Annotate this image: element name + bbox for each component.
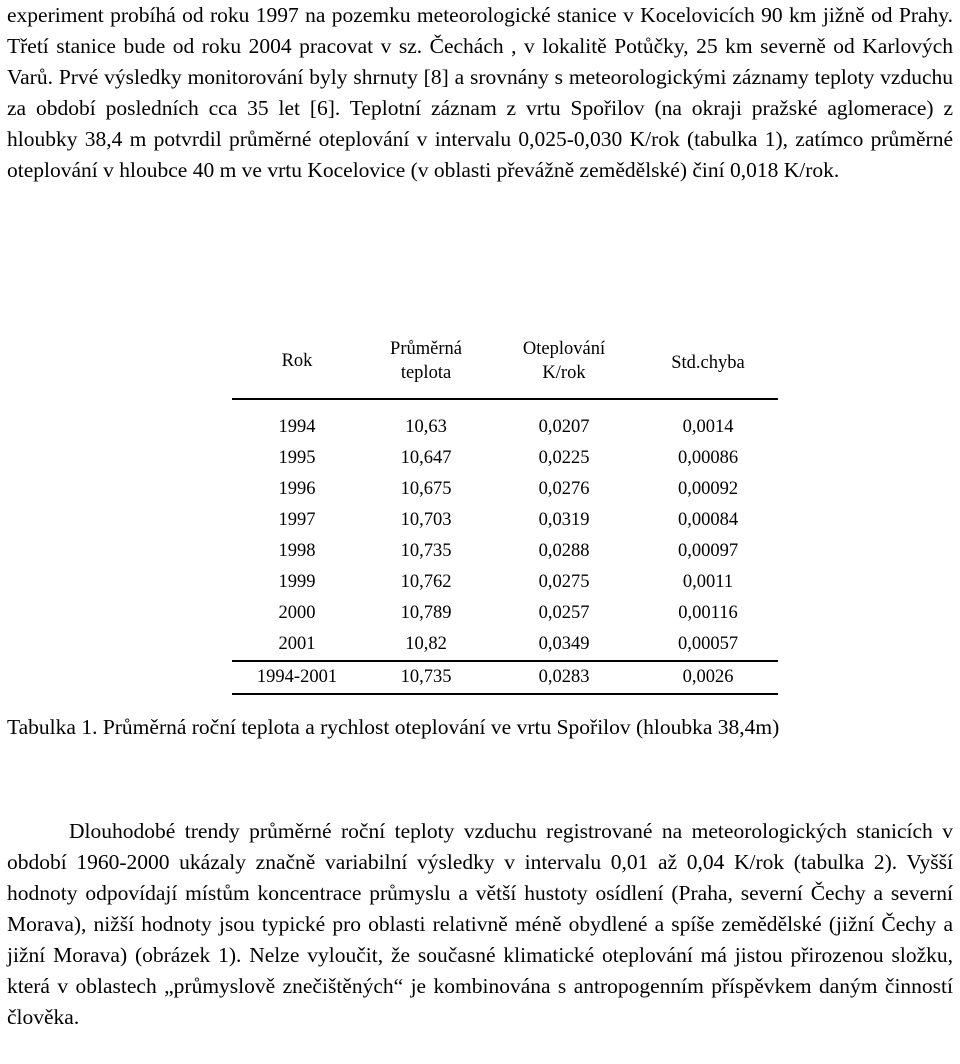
temperature-table	[232, 324, 778, 695]
cell-oteplovani: 0,0349	[538, 634, 590, 654]
cell-std: 0,00092	[677, 479, 739, 499]
cell-std: 0,0014	[682, 417, 734, 437]
cell-teplota: 10,82	[405, 634, 447, 654]
table-header-row	[232, 324, 778, 399]
cell-std: 0,00116	[678, 603, 738, 623]
table-row	[232, 536, 778, 567]
cell-teplota: 10,703	[400, 510, 452, 530]
cell-oteplovani: 0,0288	[538, 541, 590, 561]
cell-std: 0,00057	[677, 634, 739, 654]
cell-teplota: 10,735	[362, 661, 490, 694]
table-row	[232, 399, 778, 443]
cell-teplota: 10,675	[400, 479, 452, 499]
cell-teplota: 10,789	[400, 603, 452, 623]
cell-rok: 2001	[278, 634, 316, 654]
header-rok: Rok	[232, 324, 362, 399]
table-summary-row	[232, 661, 778, 694]
cell-rok: 1999	[278, 572, 316, 592]
table-row	[232, 567, 778, 598]
table-row	[232, 598, 778, 629]
bottom-paragraph: Dlouhodobé trendy průměrné roční teploty vzduchu registrované na meteorologických stanicích v období 1960-2000 ukázaly značně variabilní výsledky v intervalu 0,01 až 0,04 K/rok (tabulka 2). Vyšší hodnoty odpovídají místům koncentrace průmyslu a větší hustoty osídlení (Praha, severní Čechy a severní Morava), nižší hodnoty jsou typické pro oblasti relativně méně obydlené a spíše zemědělské (jižní Čechy a jižní Morava) (obrázek 1). Nelze vyloučit, že současné klimatické oteplování má jistou přirozenou složku, která v oblastech „průmyslově znečištěných“ je kombinována s antropogenním příspěvkem daným činností člověka.	[7, 819, 953, 1029]
cell-oteplovani: 0,0283	[490, 661, 638, 694]
cell-std: 0,0026	[638, 661, 778, 694]
table-row	[232, 629, 778, 661]
header-std-chyba: Std.chyba	[638, 324, 778, 399]
cell-oteplovani: 0,0275	[538, 572, 590, 592]
cell-teplota: 10,735	[400, 541, 452, 561]
cell-std: 0,00084	[677, 510, 739, 530]
cell-std: 0,00086	[677, 448, 739, 468]
header-oteplovani: Oteplování K/rok	[490, 324, 638, 399]
cell-rok: 1995	[278, 448, 316, 468]
cell-oteplovani: 0,0257	[538, 603, 590, 623]
cell-std: 0,0011	[682, 572, 734, 592]
cell-std: 0,00097	[677, 541, 739, 561]
header-prumerna-teplota: Průměrná teplota	[362, 324, 490, 399]
cell-oteplovani: 0,0225	[538, 448, 590, 468]
cell-rok: 1997	[278, 510, 316, 530]
table-row	[232, 474, 778, 505]
cell-rok: 2000	[278, 603, 316, 623]
cell-oteplovani: 0,0207	[538, 417, 590, 437]
cell-rok: 1994-2001	[232, 661, 362, 694]
cell-rok: 1994	[278, 417, 316, 437]
cell-teplota: 10,762	[400, 572, 452, 592]
cell-oteplovani: 0,0276	[538, 479, 590, 499]
cell-teplota: 10,63	[405, 417, 447, 437]
cell-oteplovani: 0,0319	[538, 510, 590, 530]
document-page	[7, 0, 953, 186]
table-row	[232, 443, 778, 474]
intro-paragraph: experiment probíhá od roku 1997 na pozemku meteorologické stanice v Kocelovicích 90 km jižně od Prahy. Třetí stanice bude od roku 2004 pracovat v sz. Čechách , v lokalitě Potůčky, 25 km severně od Karlových Varů. Prvé výsledky monitorování byly shrnuty [8] a srovnány s meteorologickými záznamy teploty vzduchu za období posledních cca 35 let [6]. Teplotní záznam z vrtu Spořilov (na okraji pražské aglomerace) z hloubky 38,4 m potvrdil průměrné oteplování v intervalu 0,025-0,030 K/rok (tabulka 1), zatímco průměrné oteplování v hloubce 40 m ve vrtu Kocelovice (v oblasti převážně zemědělské) činí 0,018 K/rok.	[7, 3, 953, 182]
cell-rok: 1998	[278, 541, 316, 561]
cell-rok: 1996	[278, 479, 316, 499]
table-row	[232, 505, 778, 536]
table-caption: Tabulka 1. Průměrná roční teplota a rychlost oteplování ve vrtu Spořilov (hloubka 38,4m)	[7, 715, 780, 739]
cell-teplota: 10,647	[400, 448, 452, 468]
temperature-table-container	[232, 324, 778, 695]
